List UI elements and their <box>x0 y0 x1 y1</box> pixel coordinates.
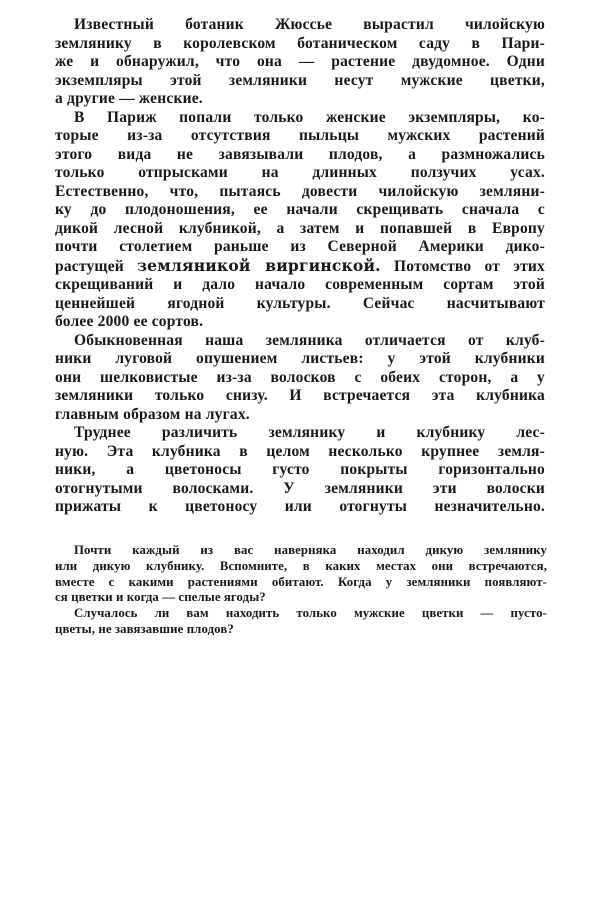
question-paragraph-2 <box>55 606 547 638</box>
text-line: этого вида не завязывали плодов, а размножались <box>55 145 545 163</box>
paragraph-4 <box>55 424 545 517</box>
text-line: экземпляры этой земляники несут мужские цветки, <box>55 71 545 89</box>
text-line: скрещиваний и дало начало современным сортам этой <box>55 276 545 293</box>
text-line: только отпрысками на длинных ползучих усах. <box>55 164 545 181</box>
text-line: или дикую клубнику. Вспомните, в каких местах они встречаются, <box>55 558 547 573</box>
text-line: более 2000 ее сортов. <box>55 313 204 330</box>
bold-term: земляникой виргинской. <box>137 255 381 275</box>
questions-block <box>55 543 547 638</box>
text-line: прижаты к цветоносу или отогнуты незначительно. <box>55 498 545 515</box>
text-line: Случалось ли вам находить только мужские цветки — пусто- <box>74 606 547 621</box>
text-line: ся цветки и когда — спелые ягоды? <box>55 590 266 605</box>
main-text-block <box>55 16 545 517</box>
text-line: ники луговой опушением листьев: у этой клубники <box>55 350 545 367</box>
text-line: землянику в королевском ботаническом саду в Пари- <box>55 34 545 52</box>
text-line: главным образом на лугах. <box>55 405 250 423</box>
text-segment: растущей <box>55 257 138 275</box>
text-line: дикой лесной клубникой, а затем и попавшей в Европу <box>55 219 545 237</box>
text-line: ники, а цветоносы густо покрыты горизонтально <box>55 461 545 478</box>
text-line: почти столетием раньше из Северной Америки дико- <box>55 238 545 255</box>
paragraph-1 <box>55 16 545 109</box>
text-line: ценнейшей ягодной культуры. Сейчас насчитывают <box>55 294 545 312</box>
text-line-with-bold-term <box>55 257 545 277</box>
paragraph-3 <box>55 332 545 425</box>
text-line: ку до плодоношения, ее начали скрещивать сначала с <box>55 201 545 218</box>
paragraph-2 <box>55 109 545 332</box>
text-line: отогнутыми волосками. У земляники эти волоски <box>55 479 545 497</box>
text-line: Известный ботаник Жюссье вырастил чилойскую <box>74 16 545 33</box>
text-line: же и обнаружил, что она — растение двудомное. Одни <box>55 53 545 70</box>
text-line: торые из-за отсутствия пыльцы мужских растений <box>55 127 545 144</box>
text-line: вместе с какими растениями обитают. Когда у земляники появляют- <box>55 574 547 589</box>
text-line: Обыкновенная наша земляника отличается от клуб- <box>74 331 545 349</box>
text-line: Труднее различить землянику и клубнику лес- <box>74 424 545 441</box>
text-line: а другие — женские. <box>55 90 203 107</box>
text-line: ную. Эта клубника в целом несколько крупнее земля- <box>55 442 545 460</box>
text-line: они шелковистые из-за волосков с обеих сторон, а у <box>55 368 545 386</box>
text-segment: Потомство от этих <box>380 257 545 275</box>
text-line: В Париж попали только женские экземпляры, ко- <box>74 108 545 126</box>
text-line: Естественно, что, пытаясь довести чилойскую земляни- <box>55 182 545 200</box>
text-line: цветы, не завязавшие плодов? <box>55 621 234 636</box>
question-paragraph-1 <box>55 543 547 606</box>
text-line: земляники только снизу. И встречается эта клубника <box>55 387 545 404</box>
text-line: Почти каждый из вас наверняка находил дикую землянику <box>74 543 547 557</box>
